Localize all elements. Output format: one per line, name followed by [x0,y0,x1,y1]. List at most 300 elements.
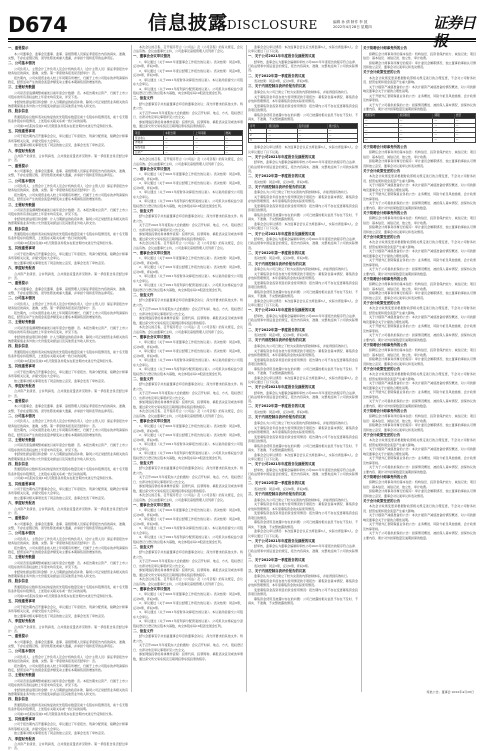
paragraph: 合并资产负债表、合并利润表、合并现金流量表详见附件。第一季度报告是否经过审计：否。 [8,154,128,163]
paragraph: 公司负责人、主管会计工作负责人及会计机构负责人（会计主管人员）保证季度报告中财务信息的真实、准确、完整。第一季度财务报表是否经审计：否。 [8,184,129,193]
paragraph: 关于召开2021年年度股东大会的通知：会议召开时间、地点、方式、股权登记日、出席对象及审议事项详见公告全文。 [133,643,243,652]
section-heading: 三、关于内部控制自我评价报告的议案 [248,338,306,343]
paragraph: 报告期内，公司实现营业收入较上年同期有所增长，归属于上市公司股东的净利润保持稳定，经营活动产生的现金流量净额变动主要系本期销售回款增加所致。 [8,310,129,319]
paragraph: 2、审议通过《关于2021年度总经理工作报告的议案》。表决结果：同意9票，反对0票，弃权0票。 [133,433,243,442]
paragraph: 本次会计政策变更是根据财政部相关规定进行的合理变更，不会对公司财务状况、经营成果和现金流量产生重大影响。 [363,240,476,249]
paragraph: 3、审议通过《关于2021年度财务决算报告的议案》。本议案尚需提交公司股东大会审议。 [133,274,243,283]
paragraph: 监事会会议审议情况：本次监事会会议应出席监事3人，实际出席监事3人。会议审议通过了以下议案。 [248,529,358,538]
footer-note: 特此公告。董事会 2022年4月28日 [426,690,474,694]
paragraph: 公司于报告期内召开董事会会议，审议通过了年度报告、利润分配预案、续聘会计师事务所等相关议案，并提交股东大会审议。 [8,604,129,613]
paragraph: 1、审议通过《关于2021年度董事会工作报告的议案》。表决结果：同意9票，反对0票，弃权0票。 [133,172,243,181]
section-heading: 二、关于2022年第一季度报告的议案 [248,404,305,409]
paragraph: 本次会议的召集、召开程序符合《公司法》及《公司章程》的有关规定，会议合法有效。会议由董事长主持，公司监事及高级管理人员列席了会议。 [133,493,243,502]
paragraph: 公司是否需追溯调整或重述以前年度会计数据：否。本报告期末总资产、归属于上市公司股东的所有者权益较上年度末均有变动，详见下表。 [8,325,129,334]
table-cell: — [454,123,475,128]
section-heading: 一、董事会会议审议情况 [133,54,171,59]
paragraph: 经审核，监事会认为董事会编制和审核公司2021年年度报告的程序符合法律、行政法规和中国证监会的规定，报告内容真实、准确、完整地反映了公司的实际情况。 [248,544,358,557]
paragraph: 经审核，监事会认为董事会编制和审核公司2021年年度报告的程序符合法律、行政法规和中国证监会的规定，报告内容真实、准确、完整地反映了公司的实际情况。 [248,160,358,173]
paragraph: 关于为子公司提供担保的公告：担保情况概述、被担保人基本情况、担保协议的主要内容、累计对外担保数量及逾期担保的数量。 [363,102,476,111]
section-heading: 二、备查文件 [133,460,154,465]
section-heading: 二、关于2022年第一季度报告的议案 [248,557,305,562]
table-cell: — [194,141,224,146]
paragraph: 独立董事对相关事项发表了同意的独立意见，监事会发表了审核意见。 [14,496,108,501]
paragraph: 监事会认为公司已建立了较为完善的内部控制体系，并能得到有效执行。 [254,574,351,579]
paragraph: 2、审议通过《关于2021年度总经理工作报告的议案》。表决结果：同意9票，反对0票，弃权0票。 [133,265,243,274]
paragraph: 参加网络投票的具体操作流程：投票代码、投票简称、填报表决意见或选举票数，通过深交所交易系统及互联网投票系统投票的程序。 [133,652,243,661]
paragraph: 关于募集资金年度存放与使用情况的专项报告：募集资金基本情况、募集资金存放和管理情况、本年度募集资金的实际使用情况。 [248,271,358,281]
table-header-cell: 投资总额 [297,124,327,129]
section-heading: 一、关于公司2021年年度报告及摘要的议案 [248,385,316,390]
table-cell: — [454,118,475,123]
paragraph: 关于召开2021年年度股东大会的通知：会议召开时间、地点、方式、股权登记日、出席对象及审议事项详见公告全文。 [133,559,243,568]
paragraph: 4、审议通过《关于2021年度利润分配预案的议案》。公司拟以实施权益分派股权登记日登记的总股本为基数，向全体股东每10股派发现金红利。 [133,283,243,292]
paragraph: 公司是否需追溯调整或重述以前年度会计数据：否。本报告期末总资产、归属于上市公司股东的所有者权益较上年度末均有变动，详见下表。 [8,90,129,99]
paragraph: 1、审议通过《关于2021年度董事会工作报告的议案》。表决结果：同意9票，反对0票，弃权0票。 [133,508,243,517]
data-table [248,123,358,143]
paragraph: 拟聘任会计师事务所的基本信息：机构信息、投资者保护能力、诚信记录；项目信息：基本信息、诚信记录、独立性、审计收费。 [363,480,476,489]
section-heading: 六、季度财务报表 [8,148,36,153]
paragraph: 公司负责人、主管会计工作负责人及会计机构负责人（会计主管人员）保证季度报告中财务信息的真实、准确、完整。第一季度财务报表是否经审计：否。 [8,419,129,428]
paragraph: 关于召开2021年年度股东大会的通知：会议召开时间、地点、方式、股权登记日、出席对象及审议事项详见公告全文。 [133,111,243,120]
section-heading: 三、关于内部控制自我评价报告的议案 [248,491,306,496]
section-heading: 关于续聘会计师事务所的公告 [363,474,408,479]
section-heading: 六、季度财务报表 [8,736,36,741]
masthead [0,0,484,40]
section-heading: 四、股东信息 [8,226,29,231]
paragraph: 募集资金使用及披露中存在的问题：公司已披露的相关信息不存在不及时、不真实、不准确、不完整披露的情况。 [248,443,358,452]
paragraph: 监事会会议审议情况：本次监事会会议应出席监事3人，实际出席监事3人。会议审议通过了以下议案。 [248,298,358,308]
table-cell: 1 [249,129,267,134]
paragraph: 变更募集资金投资项目的资金使用情况：报告期内公司不存在变更募集资金投资项目的情况。 [248,588,358,597]
paragraph: 公司前10名股东及前10名无限售条件股东在报告期内未进行约定购回交易。 [14,358,115,363]
paragraph: 关于开展外汇套期保值业务的公告：业务概述、风险分析及风控措施、会计政策及核算原则。 [363,522,476,531]
section-heading: 关于会计政策变更的公告 [363,234,401,239]
column-3 [248,45,358,692]
paragraph: 报告期内，公司实现营业收入较上年同期有所增长，归属于上市公司股东的净利润保持稳定，经营活动产生的现金流量净额变动主要系本期销售回款增加所致。 [8,428,129,437]
section-heading: 二、备查文件 [133,208,154,213]
paragraph: 公司前10名股东及前10名无限售条件股东在报告期内未进行约定购回交易。 [14,241,115,246]
paragraph: 募集资金使用及披露中存在的问题：公司已披露的相关信息不存在不及时、不真实、不准确、不完整披露的情况。 [248,366,358,375]
paragraph: 拟续聘会计师事务所履行的程序：审计委员会履职情况、独立董事的事前认可情况和独立意见、董事会对议案审议和表决情况。 [363,489,476,498]
paragraph: 关于开展外汇套期保值业务的公告：业务概述、风险分析及风控措施、会计政策及核算原则。 [363,324,476,333]
paragraph: 关于为子公司提供担保的公告：担保情况概述、被担保人基本情况、担保协议的主要内容、累计对外担保数量及逾期担保的数量。 [363,201,476,210]
paragraph: 公司负责人、主管会计工作负责人及会计机构负责人（会计主管人员）保证季度报告中财务信息的真实、准确、完整。第一季度财务报表是否经审计：否。 [8,301,129,310]
paragraph: 关于召开2021年年度股东大会的通知：会议召开时间、地点、方式、股权登记日、出席对象及审议事项详见公告全文。 [133,307,243,316]
paragraph: 本公司董事会、监事会及董事、监事、高级管理人员保证季度报告内容的真实、准确、完整，不存在虚假记载、误导性陈述或重大遗漏，并承担个别和连带的法律责任。 [8,51,129,60]
paragraph: 监事会会议审议情况：本次监事会会议应出席监事3人，实际出席监事3人。会议审议通过了以下议案。 [248,222,358,231]
paragraph: 2、审议通过《关于2021年度总经理工作报告的议案》。表决结果：同意9票，反对0票，弃权0票。 [133,349,243,358]
table-cell: — [194,136,224,141]
section-heading: 二、关于2022年第一季度报告的议案 [248,327,305,332]
paragraph: 公司负责人、主管会计工作负责人及会计机构负责人（会计主管人员）保证季度报告中财务信息的真实、准确、完整。第一季度财务报表是否经审计：否。 [8,654,129,663]
table-header-cell: 类型 [454,114,475,119]
data-table [133,130,243,155]
section-heading: 三、主要财务数据 [8,437,36,442]
table-cell: — [224,136,242,141]
section-heading: 一、董事会会议审议情况 [133,334,171,339]
paragraph: 合并资产负债表、合并利润表、合并现金流量表详见附件。第一季度报告是否经过审计：否。 [8,624,128,633]
paragraph: 监事会认为公司已建立了较为完善的内部控制体系，并能得到有效执行。 [254,190,351,195]
paragraph: 独立董事对相关事项发表了同意的独立意见，监事会发表了审核意见。 [14,613,108,618]
paragraph: 4、审议通过《关于2021年度利润分配预案的议案》。公司拟以实施权益分派股权登记日登记的总股本为基数，向全体股东每10股派发现金红利。 [133,199,243,208]
table-cell: — [398,118,433,123]
paragraph: 经审核，监事会认为董事会编制和审核公司2021年年度报告的程序符合法律、行政法规和中国证监会的规定，报告内容真实、准确、完整地反映了公司的实际情况。 [248,313,358,327]
paragraph: 监事会会议审议情况：本次监事会会议应出席监事3人，实际出席监事3人。会议审议通过了以下议案。 [248,45,358,54]
section-heading: 四、股东信息 [8,344,29,349]
paragraph: 经与会董事签字并加盖董事会印章的董事会决议；深交所要求的其他文件。特此公告。 [133,550,243,559]
section-heading: 三、主要财务数据 [8,202,36,207]
section-heading: 六、季度财务报表 [8,383,36,388]
paragraph: 非经常性损益项目和金额：计入当期损益的政府补助、除同公司正常经营业务相关的有效套期保值业务外的公允价值变动损益以及其他营业外收入和支出。 [8,334,129,343]
paragraph: 表决结果：同意3票，反对0票，弃权0票。 [254,256,311,261]
paragraph: 关于为子公司提供担保的公告：担保情况概述、被担保人基本情况、担保协议的主要内容、累计对外担保数量及逾期担保的数量。 [363,399,476,408]
paragraph: 4、审议通过《关于2021年度利润分配预案的议案》。公司拟以实施权益分派股权登记日登记的总股本为基数，向全体股东每10股派发现金红利。 [133,87,243,96]
paragraph: 本公司董事会、监事会及董事、监事、高级管理人员保证季度报告内容的真实、准确、完整，不存在虚假记载、误导性陈述或重大遗漏，并承担个别和连带的法律责任。 [8,639,129,648]
table-cell: — [433,118,454,123]
section-heading: 三、关于内部控制自我评价报告的议案 [248,84,306,89]
paragraph: 拟聘任会计师事务所的基本信息：机构信息、投资者保护能力、诚信记录；项目信息：基本信息、诚信记录、独立性、审计收费。 [363,414,476,423]
paragraph: 关于为子公司提供担保的公告：担保情况概述、被担保人基本情况、担保协议的主要内容、累计对外担保数量及逾期担保的数量。 [363,267,476,276]
table-cell: — [327,133,357,138]
paragraph: 本次会议的召集、召开程序符合《公司法》及《公司章程》的有关规定，会议合法有效。会议由董事长主持，公司监事及高级管理人员列席了会议。 [133,409,243,418]
paragraph: 独立董事对相关事项发表了同意的独立意见，监事会发表了审核意见。 [14,143,108,148]
section-heading: 二、关于2022年第一季度报告的议案 [248,73,305,78]
paragraph: 关于计提资产减值准备的公告：本次计提资产减值准备的情况概述、对公司的影响及董事会关于计提的合理性说明。 [363,447,476,456]
table-header-cell: 项目名称 [267,124,297,129]
section-heading: 三、主要财务数据 [8,85,36,89]
paragraph: 关于募集资金年度存放与使用情况的专项报告：募集资金基本情况、募集资金存放和管理情况、本年度募集资金的实际使用情况。 [248,348,358,357]
section-heading: 五、其他重要事项 [8,246,36,251]
paragraph: 1、审议通过《关于2021年度董事会工作报告的议案》。表决结果：同意9票，反对0票，弃权0票。 [133,592,243,601]
masthead-rule-thin [8,41,476,42]
paragraph: 3、审议通过《关于2021年度财务决算报告的议案》。本议案尚需提交公司股东大会审议。 [133,190,243,199]
paragraph: 关于开展外汇套期保值业务的公告：业务概述、风险分析及风控措施、会计政策及核算原则。 [363,93,476,102]
section-heading: 一、董事会会议审议情况 [133,418,171,423]
newspaper-logo: 证券日 [433,14,476,32]
paragraph: 募集资金使用及披露中存在的问题：公司已披露的相关信息不存在不及时、不真实、不准确、不完整披露的情况。 [248,213,358,222]
paragraph: 监事会认为公司已建立了较为完善的内部控制体系，并能得到有效执行。 [254,90,351,94]
paragraph: 公司负责人、主管会计工作负责人及会计机构负责人（会计主管人员）保证季度报告中财务信息的真实、准确、完整。第一季度财务报表是否经审计：否。 [8,66,129,75]
section-heading: 三、主要财务数据 [8,672,36,677]
section-heading: 六、季度财务报表 [8,618,36,623]
table-cell: — [164,145,194,150]
table-header-cell: 增减 [224,131,242,136]
paragraph: 关于开展外汇套期保值业务的公告：业务概述、风险分析及风控措施、会计政策及核算原则。 [363,258,476,267]
table-cell: — [364,123,399,128]
column-1 [8,45,129,751]
paragraph: 本公司董事会、监事会及董事、监事、高级管理人员保证季度报告内容的真实、准确、完整，不存在虚假记载、误导性陈述或重大遗漏，并承担个别和连带的法律责任。 [8,286,129,295]
section-heading: 一、关于公司2021年年度报告及摘要的议案 [248,538,316,543]
table-cell: — [297,133,327,138]
section-heading: 关于续聘会计师事务所的公告 [363,342,408,347]
paragraph: 经与会董事签字并加盖董事会印章的董事会决议；深交所要求的其他文件。特此公告。 [133,102,243,111]
table-cell: — [267,133,297,138]
section-heading: 三、关于内部控制自我评价报告的议案 [248,415,306,420]
section-heading: 一、重要提示 [8,633,29,638]
paragraph: 4、审议通过《关于2021年度利润分配预案的议案》。公司拟以实施权益分派股权登记日登记的总股本为基数，向全体股东每10股派发现金红利。 [133,619,243,628]
paragraph: 关于召开2021年年度股东大会的通知：会议召开时间、地点、方式、股权登记日、出席对象及审议事项详见公告全文。 [133,391,243,400]
table-cell: — [398,128,433,133]
table-header-cell: 序号 [249,124,267,129]
section-heading: 四、股东信息 [8,696,29,701]
paragraph: 关于为子公司提供担保的公告：担保情况概述、被担保人基本情况、担保协议的主要内容、累计对外担保数量及逾期担保的数量。 [363,531,476,540]
paragraph: 参加网络投票的具体操作流程：投票代码、投票简称、填报表决意见或选举票数，通过深交所交易系统及互联网投票系统投票的程序。 [133,316,243,325]
section-heading: 关于续聘会计师事务所的公告 [363,210,408,215]
paragraph: 表决结果：同意3票，反对0票，弃权0票。 [254,179,311,184]
paragraph: 合并资产负债表、合并利润表、合并现金流量表详见附件。第一季度报告是否经过审计：否。 [8,506,128,516]
paragraph: 本次会议的召集、召开程序符合《公司法》及《公司章程》的有关规定，会议合法有效。会议由董事长主持，公司监事及高级管理人员列席了会议。 [133,325,243,334]
column-4 [363,45,476,692]
section-title-en: DISCLOSURE [227,18,318,32]
table-cell: 净利润 [134,141,164,146]
section-heading: 二、备查文件 [133,96,154,101]
paragraph: 拟续聘会计师事务所履行的程序：审计委员会履职情况、独立董事的事前认可情况和独立意见、董事会对议案审议和表决情况。 [363,423,476,432]
paragraph: 募集资金使用及披露中存在的问题：公司已披露的相关信息不存在不及时、不真实、不准确、不完整披露的情况。 [248,289,358,299]
section-heading: 五、其他重要事项 [8,716,36,721]
paragraph: 关于为子公司提供担保的公告：担保情况概述、被担保人基本情况、担保协议的主要内容、累计对外担保数量及逾期担保的数量。 [363,333,476,342]
section-heading: 三、主要财务数据 [8,320,36,325]
section-heading: 六、季度财务报表 [8,266,36,271]
paragraph: 变更募集资金投资项目的资金使用情况：报告期内公司不存在变更募集资金投资项目的情况。 [248,357,358,366]
section-heading: 五、其他重要事项 [8,363,36,368]
paragraph: 拟续聘会计师事务所履行的程序：审计委员会履职情况、独立董事的事前认可情况和独立意见、董事会对议案审议和表决情况。 [363,159,476,168]
paragraph: 普通股股东总数和表决权恢复的优先股股东数量及前十名股东持股情况表，前十名无限售条件股东持股情况，上述股东关联关系或一致行动的说明。 [8,702,129,711]
paragraph: 非经常性损益项目和金额：计入当期损益的政府补助、除同公司正常经营业务相关的有效套期保值业务外的公允价值变动损益以及其他营业外收入和支出。 [8,452,129,461]
section-heading: 一、关于公司2021年年度报告及摘要的议案 [248,54,316,59]
paragraph: 关于开展外汇套期保值业务的公告：业务概述、风险分析及风控措施、会计政策及核算原则。 [363,456,476,465]
paragraph: 普通股股东总数和表决权恢复的优先股股东数量及前十名股东持股情况表，前十名无限售条件股东持股情况，上述股东关联关系或一致行动的说明。 [8,114,129,123]
paragraph: 经与会董事签字并加盖董事会印章的董事会决议；深交所要求的其他文件。特此公告。 [133,214,243,223]
paragraph: 公司是否需追溯调整或重述以前年度会计数据：否。本报告期末总资产、归属于上市公司股东的所有者权益较上年度末均有变动，详见下表。 [8,678,129,687]
paragraph: 关于募集资金年度存放与使用情况的专项报告：募集资金基本情况、募集资金存放和管理情况、本年度募集资金的实际使用情况。 [248,425,358,434]
paragraph: 非经常性损益项目和金额：计入当期损益的政府补助、除同公司正常经营业务相关的有效套期保值业务外的公允价值变动损益以及其他营业外收入和支出。 [8,569,129,579]
section-heading: 关于会计政策变更的公告 [363,70,401,74]
section-heading: 一、重要提示 [8,163,29,168]
section-heading: 一、关于公司2021年年度报告及摘要的议案 [248,231,316,236]
paragraph: 参加网络投票的具体操作流程：投票代码、投票简称、填报表决意见或选举票数，通过深交所交易系统及互联网投票系统投票的程序。 [133,232,243,241]
paragraph: 公司于报告期内召开董事会会议，审议通过了年度报告、利润分配预案、续聘会计师事务所等相关议案，并提交股东大会审议。 [8,369,129,378]
table-row [249,138,358,143]
table-cell: — [327,129,357,134]
paragraph: 合并资产负债表、合并利润表、合并现金流量表详见附件。第一季度报告是否经过审计：否。 [8,742,128,751]
paragraph: 独立董事对相关事项发表了同意的独立意见，监事会发表了审核意见。 [14,260,108,265]
table-cell: — [454,133,475,138]
table-cell: 2 [249,133,267,138]
paragraph: 关于计提资产减值准备的公告：本次计提资产减值准备的情况概述、对公司的影响及董事会关于计提的合理性说明。 [363,315,476,324]
section-heading: 四、股东信息 [8,109,29,113]
paragraph: 本公司董事会、监事会及董事、监事、高级管理人员保证季度报告内容的真实、准确、完整，不存在虚假记载、误导性陈述或重大遗漏，并承担个别和连带的法律责任。 [8,404,129,413]
paragraph: 拟聘任会计师事务所的基本信息：机构信息、投资者保护能力、诚信记录；项目信息：基本信息、诚信记录、独立性、审计收费。 [363,150,476,159]
paragraph: 公司前10名股东及前10名无限售条件股东在报告期内未进行约定购回交易。 [14,476,115,481]
column-divider [131,45,132,692]
section-heading: 二、公司基本情况 [8,413,36,418]
paragraph: 本公司董事会、监事会及董事、监事、高级管理人员保证季度报告内容的真实、准确、完整，不存在虚假记载、误导性陈述或重大遗漏，并承担个别和连带的法律责任。 [8,521,129,531]
paragraph: 2、审议通过《关于2021年度总经理工作报告的议案》。表决结果：同意9票，反对0票，弃权0票。 [133,517,243,526]
table-cell: — [398,133,433,138]
table-header-cell: 项目 [134,131,164,136]
paragraph: 4、审议通过《关于2021年度利润分配预案的议案》。公司拟以实施权益分派股权登记日登记的总股本为基数，向全体股东每10股派发现金红利。 [133,535,243,544]
paragraph: 表决结果：同意3票，反对0票，弃权0票。 [254,79,311,84]
section-title: 信息披露 [148,12,229,34]
paragraph: 拟聘任会计师事务所的基本信息：机构信息、投资者保护能力、诚信记录；项目信息：基本信息、诚信记录、独立性、审计收费。 [363,282,476,291]
section-heading: 二、公司基本情况 [8,648,36,653]
paragraph: 合并资产负债表、合并利润表、合并现金流量表详见附件。第一季度报告是否经过审计：否。 [8,271,128,280]
paragraph: 本次会计政策变更是根据财政部相关规定进行的合理变更，不会对公司财务状况、经营成果和现金流量产生重大影响。 [363,75,476,84]
paragraph: 拟续聘会计师事务所履行的程序：审计委员会履职情况、独立董事的事前认可情况和独立意见、董事会对议案审议和表决情况。 [363,291,476,300]
section-heading: 四、股东信息 [8,579,29,584]
paragraph: 表决结果：同意3票，反对0票，弃权0票。 [254,563,311,568]
paragraph: 关于开展外汇套期保值业务的公告：业务概述、风险分析及风控措施、会计政策及核算原则。 [363,390,476,399]
table-row [364,137,476,142]
section-heading: 四、股东信息 [8,461,29,466]
paragraph: 1、审议通过《关于2021年度董事会工作报告的议案》。表决结果：同意9票，反对0票，弃权0票。 [133,340,243,349]
paragraph: 募集资金使用及披露中存在的问题：公司已披露的相关信息不存在不及时、不真实、不准确、不完整披露的情况。 [248,597,358,606]
paragraph: 本次会议的召集、召开程序符合《公司法》及《公司章程》的有关规定，会议合法有效。会议由董事长主持，公司监事及高级管理人员列席了会议。 [133,45,243,54]
section-heading: 关于会计政策变更的公告 [363,300,401,305]
paragraph: 3、审议通过《关于2021年度财务决算报告的议案》。本议案尚需提交公司股东大会审议。 [133,526,243,535]
paragraph: 关于开展外汇套期保值业务的公告：业务概述、风险分析及风控措施、会计政策及核算原则。 [363,192,476,201]
paragraph: 参加网络投票的具体操作流程：投票代码、投票简称、填报表决意见或选举票数，通过深交所交易系统及互联网投票系统投票的程序。 [133,568,243,577]
paragraph: 拟聘任会计师事务所的基本信息：机构信息、投资者保护能力、诚信记录；项目信息：基本信息、诚信记录、独立性、审计收费。 [363,348,476,357]
paragraph: 表决结果：同意3票，反对0票，弃权0票。 [254,486,311,491]
table-header-cell: 担保额度 [398,114,433,119]
paragraph: 关于计提资产减值准备的公告：本次计提资产减值准备的情况概述、对公司的影响及董事会关于计提的合理性说明。 [363,249,476,258]
table-cell: — [454,137,475,142]
table-header-cell: 累计投入 [327,124,357,129]
paragraph: 拟聘任会计师事务所的基本信息：机构信息、投资者保护能力、诚信记录；项目信息：基本信息、诚信记录、独立性、审计收费。 [363,216,476,225]
paragraph: 1、审议通过《关于2021年度董事会工作报告的议案》。表决结果：同意9票，反对0票，弃权0票。 [133,256,243,265]
table-cell: — [433,128,454,133]
paragraph: 普通股股东总数和表决权恢复的优先股股东数量及前十名股东持股情况表，前十名无限售条件股东持股情况，上述股东关联关系或一致行动的说明。 [8,584,129,594]
table-cell: 总资产 [134,150,164,155]
paragraph: 经审核，监事会认为董事会编制和审核公司2021年年度报告的程序符合法律、行政法规和中国证监会的规定，报告内容真实、准确、完整地反映了公司的实际情况。 [248,390,358,404]
paragraph: 关于计提资产减值准备的公告：本次计提资产减值准备的情况概述、对公司的影响及董事会关于计提的合理性说明。 [363,84,476,93]
section-heading: 关于会计政策变更的公告 [363,432,401,437]
paragraph: 关于召开2021年年度股东大会的通知：会议召开时间、地点、方式、股权登记日、出席对象及审议事项详见公告全文。 [133,223,243,232]
paragraph: 本次会议的召集、召开程序符合《公司法》及《公司章程》的有关规定，会议合法有效。会议由董事长主持，公司监事及高级管理人员列席了会议。 [133,241,243,250]
table-cell: — [433,133,454,138]
paragraph: 本次会计政策变更是根据财政部相关规定进行的合理变更，不会对公司财务状况、经营成果和现金流量产生重大影响。 [363,438,476,447]
section-heading: 二、关于2022年第一季度报告的议案 [248,250,305,255]
section-heading: 二、备查文件 [133,376,154,381]
paragraph: 公司于报告期内召开董事会会议，审议通过了年度报告、利润分配预案、续聘会计师事务所等相关议案，并提交股东大会审议。 [8,251,129,261]
paragraph: 1、审议通过《关于2021年度董事会工作报告的议案》。表决结果：同意9票，反对0票，弃权0票。 [133,424,243,433]
paragraph: 募集资金使用及披露中存在的问题：公司已披露的相关信息不存在不及时、不真实、不准确、不完整披露的情况。 [248,112,358,121]
paragraph: 监事会认为公司已建立了较为完善的内部控制体系，并能得到有效执行。 [254,267,351,272]
section-heading: 三、关于内部控制自我评价报告的议案 [248,261,306,266]
section-heading: 关于会计政策变更的公告 [363,366,401,371]
section-heading: 关于会计政策变更的公告 [363,498,401,503]
section-heading: 一、关于公司2021年年度报告及摘要的议案 [248,308,316,313]
section-heading: 一、董事会会议审议情况 [133,250,171,255]
paragraph: 2、审议通过《关于2021年度总经理工作报告的议案》。表决结果：同意9票，反对0票，弃权0票。 [133,601,243,610]
paragraph: 变更募集资金投资项目的资金使用情况：报告期内公司不存在变更募集资金投资项目的情况。 [248,204,358,213]
paragraph: 公司于报告期内召开董事会会议，审议通过了年度报告、利润分配预案、续聘会计师事务所等相关议案，并提交股东大会审议。 [8,487,129,496]
paragraph: 公司是否需追溯调整或重述以前年度会计数据：否。本报告期末总资产、归属于上市公司股东的所有者权益较上年度末均有变动，详见下表。 [8,443,129,452]
table-header-cell: 期限 [433,114,454,119]
paragraph: 3、审议通过《关于2021年度财务决算报告的议案》。本议案尚需提交公司股东大会审议。 [133,442,243,451]
paragraph: 关于召开2021年年度股东大会的通知：会议召开时间、地点、方式、股权登记日、出席对象及审议事项详见公告全文。 [133,475,243,484]
column-divider [361,45,362,692]
paragraph: 经与会董事签字并加盖董事会印章的董事会决议；深交所要求的其他文件。特此公告。 [133,382,243,391]
paragraph: 关于计提资产减值准备的公告：本次计提资产减值准备的情况概述、对公司的影响及董事会关于计提的合理性说明。 [363,381,476,390]
paragraph: 经与会董事签字并加盖董事会印章的董事会决议；深交所要求的其他文件。特此公告。 [133,298,243,307]
section-heading: 关于续聘会计师事务所的公告 [363,144,408,149]
paragraph: 拟聘任会计师事务所的基本信息：机构信息、投资者保护能力、诚信记录；项目信息：基本信息、诚信记录、独立性、审计收费。 [363,51,476,60]
table-cell: 每股收益 [134,145,164,150]
paragraph: 监事会认为公司已建立了较为完善的内部控制体系，并能得到有效执行。 [254,420,351,425]
section-heading: 二、备查文件 [133,292,154,297]
paragraph: 报告期内，公司实现营业收入较上年同期有所增长，归属于上市公司股东的净利润保持稳定，经营活动产生的现金流量净额变动主要系本期销售回款增加所致。 [8,545,129,555]
paragraph: 公司前10名股东及前10名无限售条件股东在报告期内未进行约定购回交易。 [14,593,115,598]
paragraph: 公司负责人、主管会计工作负责人及会计机构负责人（会计主管人员）保证季度报告中财务信息的真实、准确、完整。第一季度财务报表是否经审计：否。 [8,536,129,546]
table-cell: — [364,133,399,138]
paragraph: 非经常性损益项目和金额：计入当期损益的政府补助、除同公司正常经营业务相关的有效套期保值业务外的公允价值变动损益以及其他营业外收入和支出。 [8,99,129,108]
table-cell: — [297,138,327,143]
paragraph: 4、审议通过《关于2021年度利润分配预案的议案》。公司拟以实施权益分派股权登记日登记的总股本为基数，向全体股东每10股派发现金红利。 [133,451,243,460]
paragraph: 4、审议通过《关于2021年度利润分配预案的议案》。公司拟以实施权益分派股权登记日登记的总股本为基数，向全体股东每10股派发现金红利。 [133,367,243,376]
paragraph: 拟续聘会计师事务所履行的程序：审计委员会履职情况、独立董事的事前认可情况和独立意见、董事会对议案审议和表决情况。 [363,357,476,366]
section-heading: 一、董事会会议审议情况 [133,586,171,591]
section-heading: 五、其他重要事项 [8,599,36,604]
section-heading: 五、其他重要事项 [8,481,36,486]
table-cell: — [224,141,242,146]
table-cell: — [164,141,194,146]
section-heading: 关于续聘会计师事务所的公告 [363,276,408,281]
section-heading: 关于续聘会计师事务所的公告 [363,408,408,413]
paragraph: 拟续聘会计师事务所履行的程序：审计委员会履职情况、独立董事的事前认可情况和独立意见、董事会对议案审议和表决情况。 [363,60,476,69]
paragraph: 公司是否需追溯调整或重述以前年度会计数据：否。本报告期末总资产、归属于上市公司股东的所有者权益较上年度末均有变动，详见下表。 [8,208,129,217]
paragraph: 本次会计政策变更是根据财政部相关规定进行的合理变更，不会对公司财务状况、经营成果和现金流量产生重大影响。 [363,504,476,513]
paragraph: 3、审议通过《关于2021年度财务决算报告的议案》。本议案尚需提交公司股东大会审议。 [133,358,243,367]
table-cell: — [327,138,357,143]
table-cell: — [398,137,433,142]
paragraph: 募集资金使用及披露中存在的问题：公司已披露的相关信息不存在不及时、不真实、不准确、不完整披露的情况。 [248,520,358,529]
section-heading: 一、重要提示 [8,516,29,521]
table-cell: — [224,150,242,155]
section-heading: 二、关于2022年第一季度报告的议案 [248,174,305,178]
data-table [363,113,476,143]
paragraph: 独立董事对相关事项发表了同意的独立意见，监事会发表了审核意见。 [14,378,108,383]
table-row [134,150,243,155]
paragraph: 表决结果：同意3票，反对0票，弃权0票。 [254,409,311,414]
paragraph: 1、审议通过《关于2021年度董事会工作报告的议案》。表决结果：同意9票，反对0票，弃权0票。 [133,60,243,69]
paragraph: 经审核，监事会认为董事会编制和审核公司2021年年度报告的程序符合法律、行政法规和中国证监会的规定，报告内容真实、准确、完整地反映了公司的实际情况。 [248,60,358,73]
paragraph: 经审核，监事会认为董事会编制和审核公司2021年年度报告的程序符合法律、行政法规和中国证监会的规定，报告内容真实、准确、完整地反映了公司的实际情况。 [248,237,358,250]
section-heading: 一、重要提示 [8,398,29,403]
paragraph: 关于募集资金年度存放与使用情况的专项报告：募集资金基本情况、募集资金存放和管理情况、本年度募集资金的实际使用情况。 [248,579,358,588]
paragraph: 参加网络投票的具体操作流程：投票代码、投票简称、填报表决意见或选举票数，通过深交所交易系统及互联网投票系统投票的程序。 [133,120,243,129]
paragraph: 3、审议通过《关于2021年度财务决算报告的议案》。本议案尚需提交公司股东大会审议。 [133,610,243,619]
paragraph: 关于募集资金年度存放与使用情况的专项报告：募集资金基本情况、募集资金存放和管理情况、本年度募集资金的实际使用情况。 [248,502,358,511]
table-header-cell: 上年同期 [194,131,224,136]
paragraph: 参加网络投票的具体操作流程：投票代码、投票简称、填报表决意见或选举票数，通过深交所交易系统及互联网投票系统投票的程序。 [133,484,243,493]
paragraph: 关于计提资产减值准备的公告：本次计提资产减值准备的情况概述、对公司的影响及董事会关于计提的合理性说明。 [363,513,476,522]
paragraph: 合并资产负债表、合并利润表、合并现金流量表详见附件。第一季度报告是否经过审计：否。 [8,389,128,398]
table-cell: — [297,129,327,134]
section-heading: 一、董事会会议审议情况 [133,166,171,171]
section-heading: 五、其他重要事项 [8,128,36,133]
table-cell: — [164,136,194,141]
section-heading: 关于会计政策变更的公告 [363,168,401,173]
table-cell: — [267,129,297,134]
paragraph: 关于计提资产减值准备的公告：本次计提资产减值准备的情况概述、对公司的影响及董事会关于计提的合理性说明。 [363,183,476,192]
paragraph: 非经常性损益项目和金额：计入当期损益的政府补助、除同公司正常经营业务相关的有效套期保值业务外的公允价值变动损益以及其他营业外收入和支出。 [8,217,129,226]
section-heading: 二、备查文件 [133,544,154,549]
table-header-cell: 本报告期 [164,131,194,136]
paragraph: 变更募集资金投资项目的资金使用情况：报告期内公司不存在变更募集资金投资项目的情况。 [248,280,358,290]
section-heading: 一、关于公司2021年年度报告及摘要的议案 [248,461,316,466]
